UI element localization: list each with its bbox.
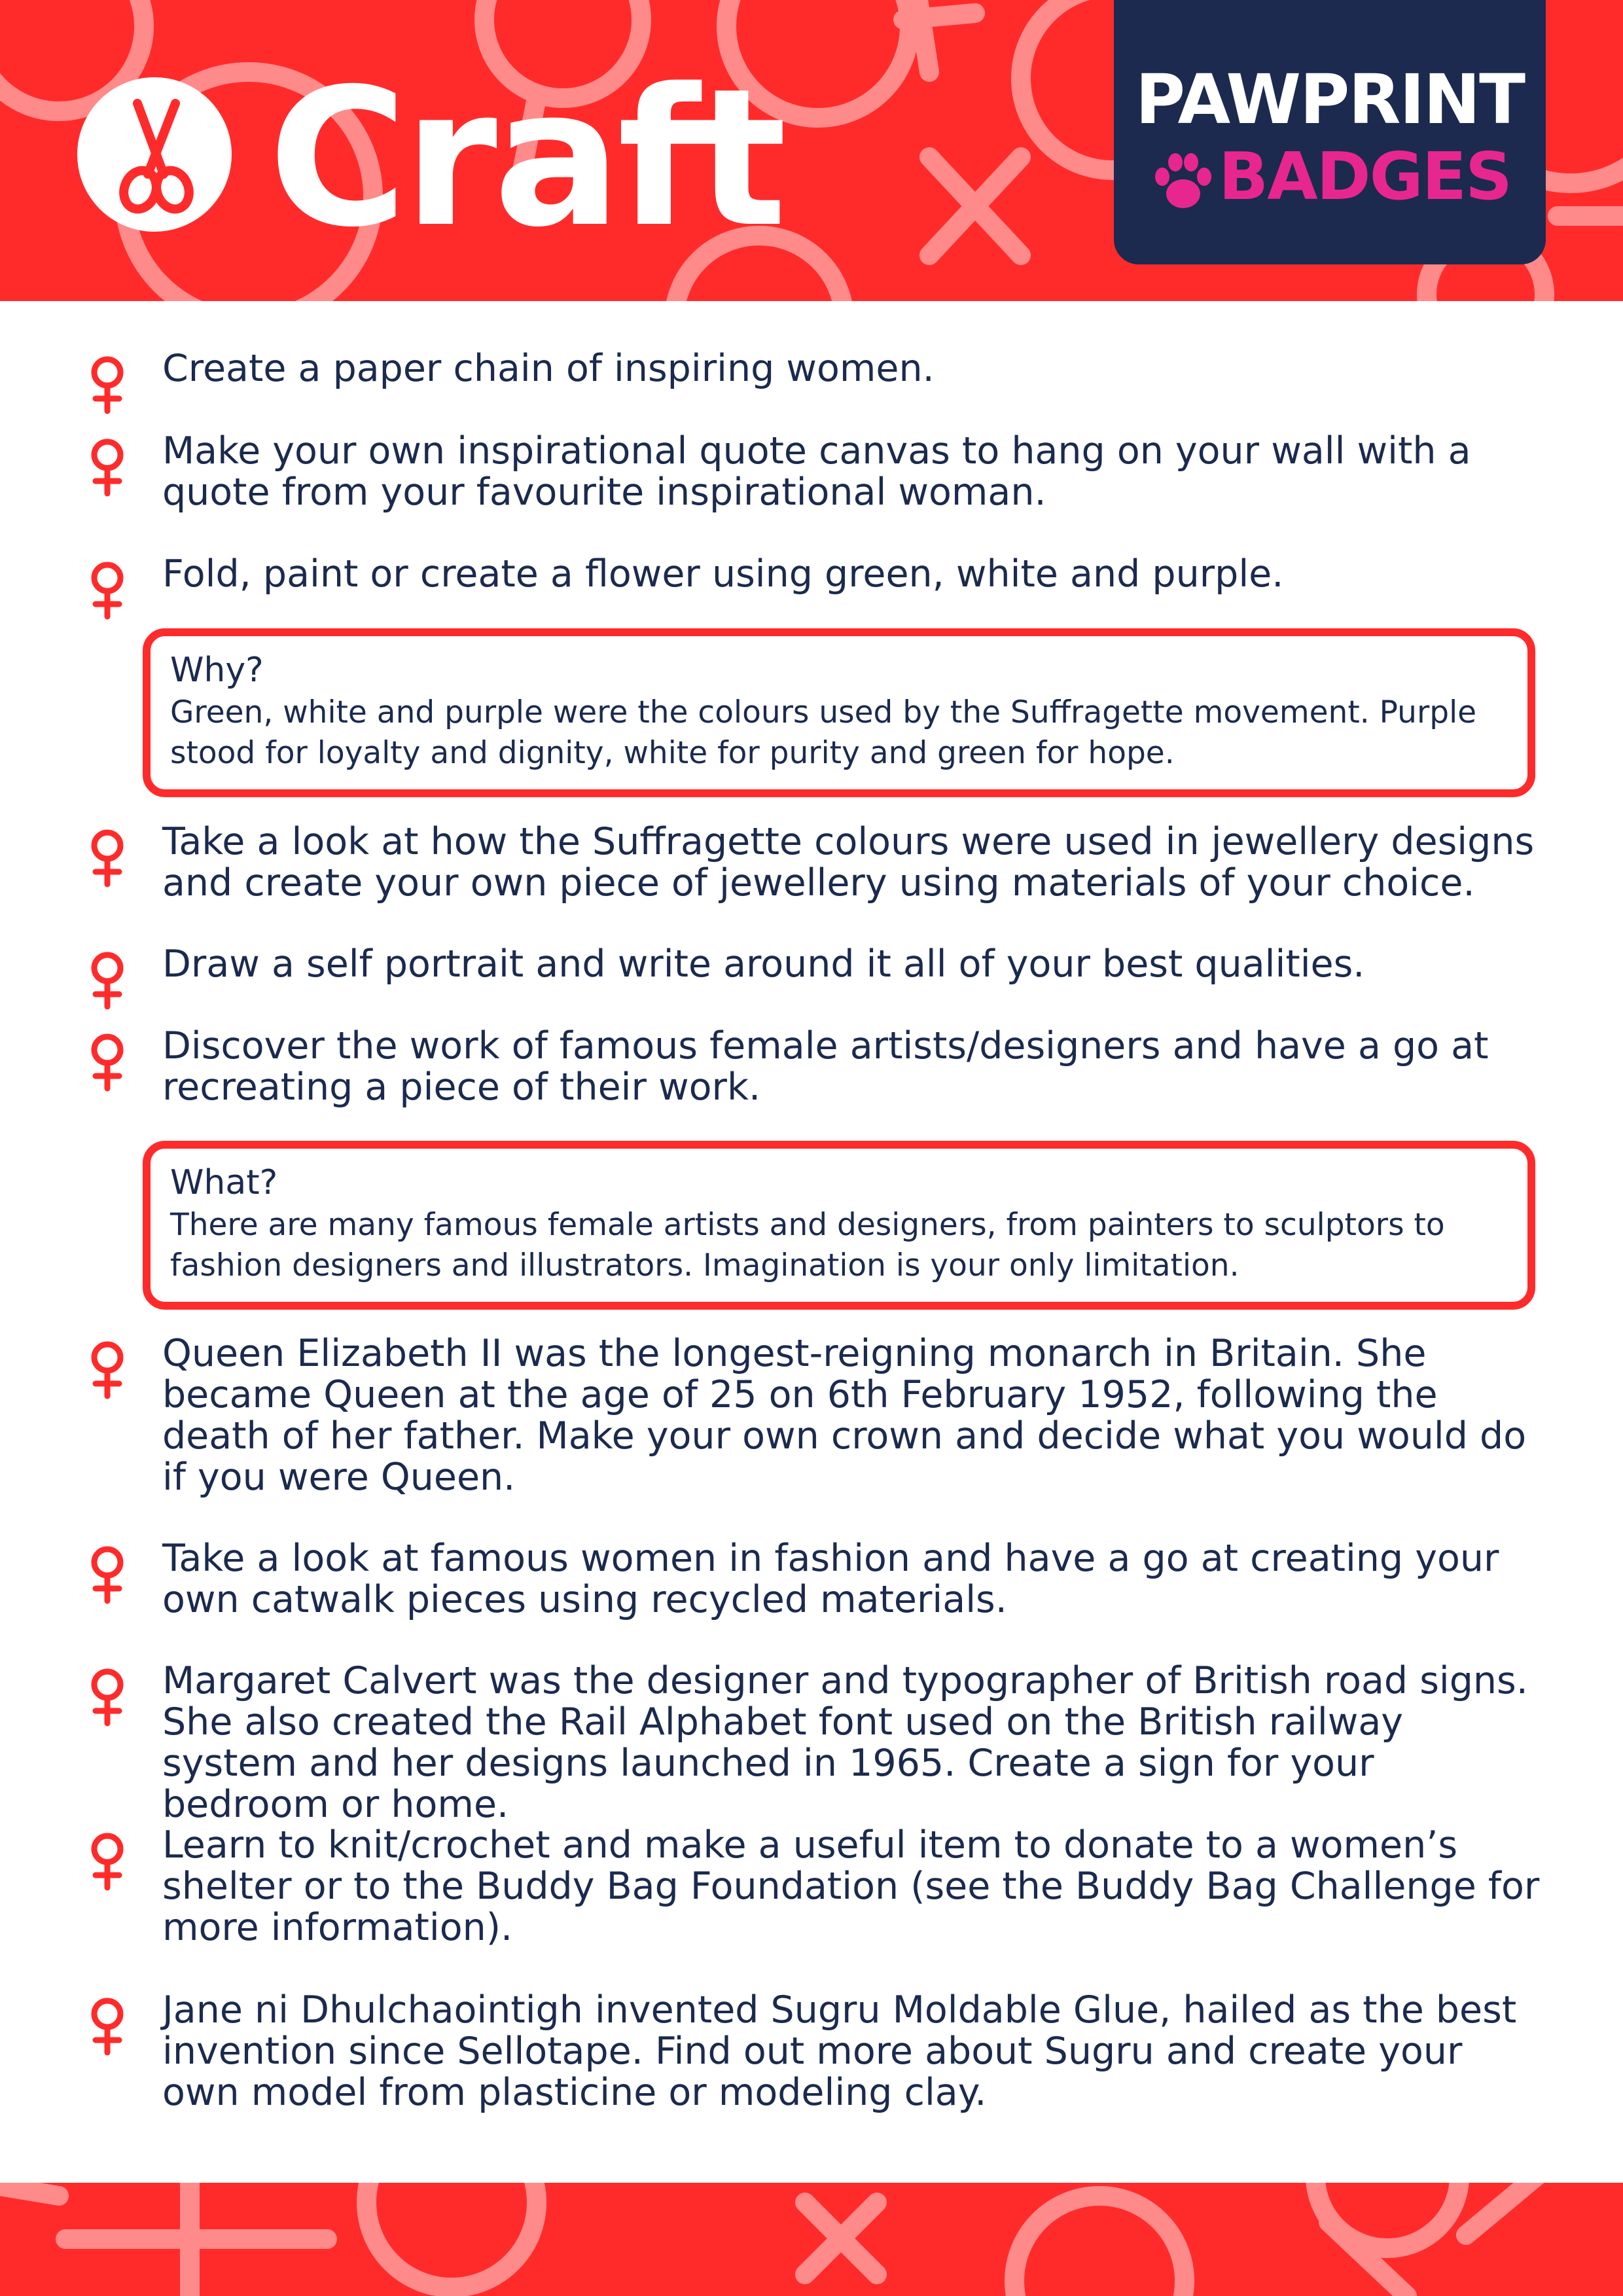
scissors-icon — [77, 77, 232, 232]
item-text: Queen Elizabeth II was the longest-reigning monarch in Britain. She became Queen at the age of 25 on 6th February 1952, following the death of her father. Make your own crown and decide what you would do if you were Queen. — [162, 1332, 1527, 1499]
brand-logo — [1114, 0, 1546, 264]
info-box-title: What? — [170, 1163, 278, 1202]
info-box-title: Why? — [170, 651, 264, 690]
info-box-body: There are many famous female artists and designers, from painters to sculptors to fashion designers and illustrators. Imagination is your only limitation. — [170, 1207, 1445, 1283]
female-symbol-icon — [86, 437, 128, 497]
female-symbol-icon — [86, 560, 128, 620]
item-text: Create a paper chain of inspiring women. — [162, 347, 935, 390]
female-symbol-icon — [86, 1545, 128, 1605]
female-symbol-icon — [86, 1831, 128, 1892]
footer-banner — [0, 2183, 1623, 2296]
info-box-what — [143, 1141, 1535, 1310]
female-symbol-icon — [86, 828, 128, 888]
item-text: Take a look at how the Suffragette colours were used in jewellery designs and create your own piece of jewellery using materials of your choice. — [162, 820, 1535, 905]
female-symbol-icon — [86, 1996, 128, 2056]
item-text: Draw a self portrait and write around it all of your best qualities. — [162, 942, 1365, 986]
item-text: Discover the work of famous female artists/designers and have a go at recreating a piece of their work. — [162, 1024, 1489, 1109]
female-symbol-icon — [86, 1032, 128, 1092]
brand-name-top: PAWPRINT — [1135, 60, 1525, 139]
female-symbol-icon — [86, 950, 128, 1011]
female-symbol-icon — [86, 355, 128, 415]
info-box-why — [143, 628, 1535, 797]
item-text: Fold, paint or create a flower using green, white and purple. — [162, 552, 1284, 596]
header-banner — [0, 0, 1623, 301]
female-symbol-icon — [86, 1667, 128, 1727]
item-text: Margaret Calvert was the designer and typographer of British road signs. She also created the Rail Alphabet font used on the British railway system and her designs launched in 1965. Create a sign for your bedroom or home. — [162, 1659, 1528, 1826]
paw-icon — [1152, 152, 1215, 211]
item-text: Take a look at famous women in fashion and have a go at creating your own catwalk pieces using recycled materials. — [162, 1537, 1499, 1621]
info-box-body: Green, white and purple were the colours used by the Suffragette movement. Purple stood for loyalty and dignity, white for purity and green for hope. — [170, 694, 1477, 771]
female-symbol-pattern — [0, 2183, 1623, 2296]
item-text: Make your own inspirational quote canvas to hang on your wall with a quote from your favourite inspirational woman. — [162, 429, 1471, 514]
item-text: Jane ni Dhulchaointigh invented Sugru Moldable Glue, hailed as the best invention since Sellotape. Find out more about Sugru and create your own model from plasticine or modeling clay. — [162, 1988, 1517, 2114]
item-text: Learn to knit/crochet and make a useful item to donate to a women’s shelter or to the Buddy Bag Foundation (see the Buddy Bag Challenge for more information). — [162, 1823, 1540, 1949]
brand-name-bottom: BADGES — [1219, 138, 1512, 215]
female-symbol-icon — [86, 1340, 128, 1400]
page-title: Craft — [268, 48, 783, 269]
